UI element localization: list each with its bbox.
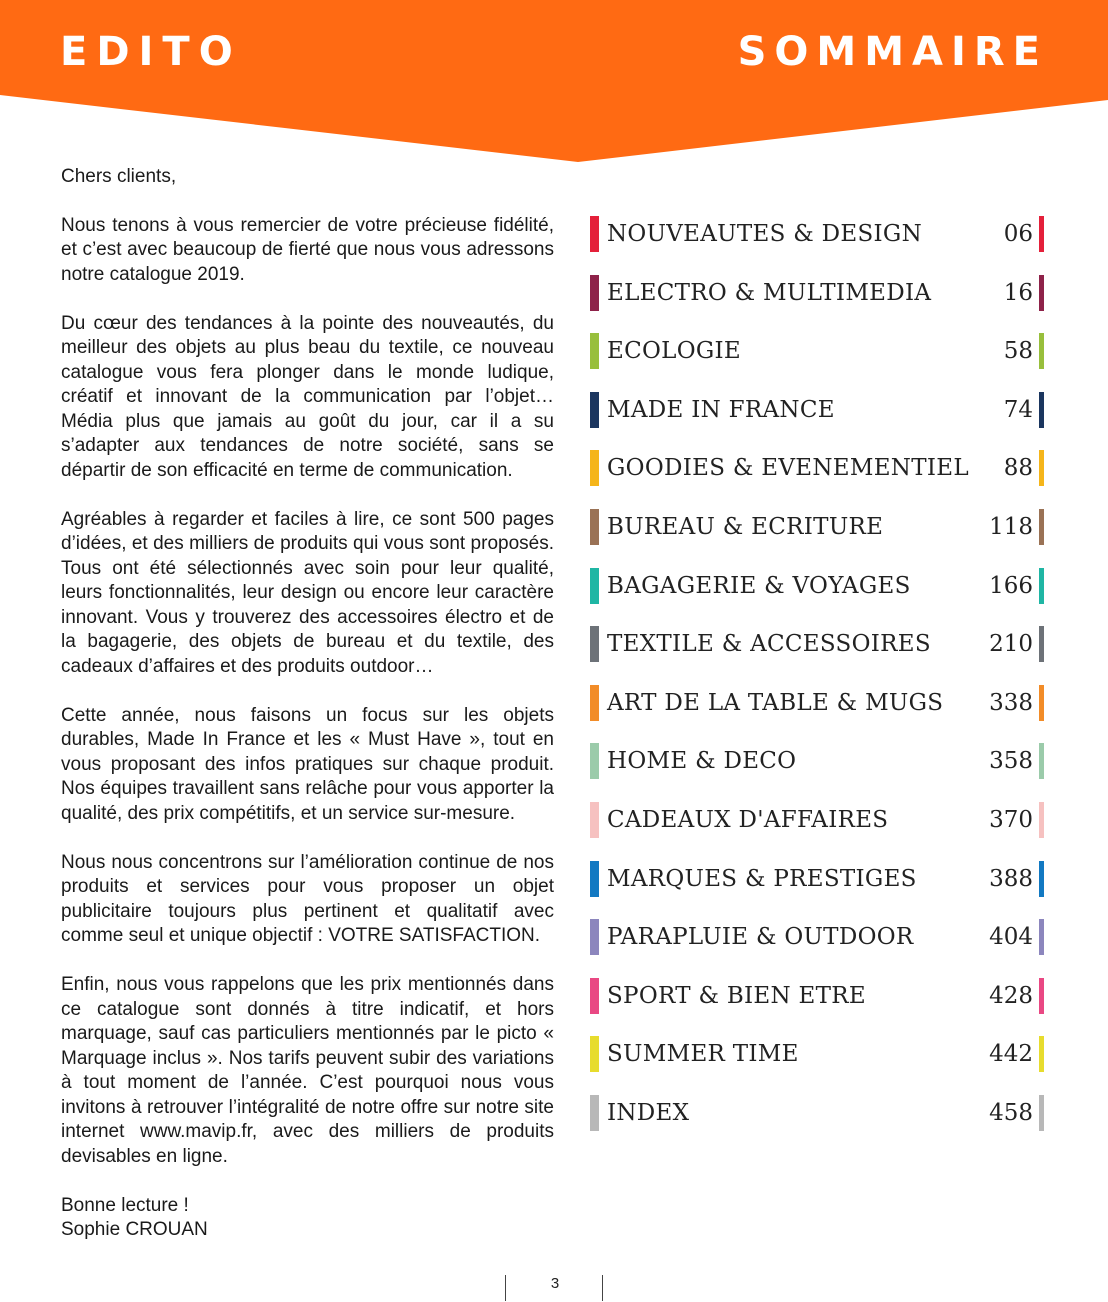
toc-item-bagagerie[interactable] <box>590 562 1044 621</box>
toc-item-parapluie[interactable] <box>590 913 1044 972</box>
edito-paragraph: Du cœur des tendances à la pointe des nouveautés, du meilleur des objets au plus beau du textile, ce nouveau catalogue vous fera plonger dans le monde ludique, créatif et innovant de la communication par l’objet… Média plus que jamais au goût du jour, car il a su s’adapter aux tendances de notre société, sans se départir de son efficacité en terme de communication. <box>61 312 554 481</box>
section-color-bar <box>590 509 599 545</box>
edito-text <box>61 165 554 1243</box>
section-color-bar <box>590 626 599 662</box>
section-color-bar-right <box>1039 743 1044 779</box>
edito-paragraph: Agréables à regarder et faciles à lire, ce sont 500 pages d’idées, et des milliers de produits qui vous sont proposés. Tous ont été sélectionnés avec soin pour leur qualité, leurs fonctionnalités, leur design ou encore leur caractère innovant. Vous y trouverez des accessoires électro et de la bagagerie, des objets de bureau et du textile, des cadeaux d’affaires et des produits outdoor… <box>61 508 554 677</box>
edito-paragraph: Enfin, nous vous rappelons que les prix mentionnés dans ce catalogue sont donnés à titre indicatif, et hors marquage, sauf cas particuliers mentionnés par le picto « Marquage inclus ». Nos tarifs peuvent subir des variations à tout moment de l’année. C’est pourquoi nous vous invitons à retrouver l’intégralité de notre offre sur notre site internet www.mavip.fr, avec des milliers de produits devisables en ligne. <box>61 974 554 1167</box>
section-color-bar-right <box>1039 802 1044 838</box>
section-color-bar <box>590 333 599 369</box>
toc-item-goodies[interactable] <box>590 444 1044 503</box>
page-footer <box>505 1272 605 1302</box>
section-color-bar <box>590 802 599 838</box>
toc-label: NOUVEAUTES & DESIGN <box>607 221 923 247</box>
edito-closing: Bonne lecture ! <box>61 1194 189 1216</box>
toc-page-number: 388 <box>989 865 1033 892</box>
section-color-bar-right <box>1039 450 1044 486</box>
toc-page-number: 370 <box>989 806 1033 833</box>
toc-item-art-de-la-table[interactable] <box>590 679 1044 738</box>
toc-page-number: 358 <box>989 748 1033 775</box>
toc-label: MADE IN FRANCE <box>607 396 835 423</box>
section-color-bar-right <box>1039 685 1044 721</box>
toc-item-summer-time[interactable] <box>590 1030 1044 1089</box>
toc-page-number: 88 <box>1003 455 1033 482</box>
section-color-bar <box>590 568 599 604</box>
toc-label: BAGAGERIE & VOYAGES <box>607 572 911 599</box>
toc-page-number: 58 <box>1003 338 1033 365</box>
toc-item-made-in-france[interactable] <box>590 386 1044 445</box>
toc-item-electro[interactable] <box>590 269 1044 328</box>
toc-label: HOME & DECO <box>607 748 797 775</box>
edito-signature: Sophie CROUAN <box>61 1219 208 1240</box>
section-color-bar-right <box>1039 1036 1044 1072</box>
toc-item-textile[interactable] <box>590 620 1044 679</box>
toc-label: SUMMER TIME <box>607 1041 799 1068</box>
toc-label: CADEAUX D'AFFAIRES <box>607 806 889 833</box>
section-color-bar <box>590 275 599 311</box>
section-color-bar-right <box>1039 919 1044 955</box>
table-of-contents <box>590 210 1044 1148</box>
toc-page-number: 210 <box>989 631 1033 658</box>
section-color-bar-right <box>1039 333 1044 369</box>
toc-label: BUREAU & ECRITURE <box>607 513 884 540</box>
section-color-bar-right <box>1039 1095 1044 1131</box>
toc-item-nouveautes[interactable] <box>590 210 1044 269</box>
edito-paragraph: Cette année, nous faisons un focus sur les objets durables, Made In France et les « Must Have », tout en vous proposant des infos pratiques sur chaque produit. Nos équipes travaillent sans relâche pour vous apporter la qualité, des prix compétitifs, et un service sur-mesure. <box>61 704 554 824</box>
section-color-bar-right <box>1039 392 1044 428</box>
section-color-bar-right <box>1039 978 1044 1014</box>
toc-page-number: 442 <box>989 1041 1033 1068</box>
toc-page-number: 404 <box>989 924 1033 951</box>
section-color-bar-right <box>1039 509 1044 545</box>
header-banner <box>0 0 1108 165</box>
edito-paragraph: Nous nous concentrons sur l’amélioration continue de nos produits et services pour vous proposer un objet publicitaire toujours plus pertinent et qualitatif avec comme seul et unique objectif : VOTRE SATISFACTION. <box>61 851 554 946</box>
toc-page-number: 06 <box>1003 221 1033 247</box>
section-color-bar-right <box>1039 861 1044 897</box>
section-color-bar <box>590 861 599 897</box>
toc-item-index[interactable] <box>590 1089 1044 1148</box>
toc-page-number: 118 <box>989 513 1033 540</box>
toc-item-cadeaux-affaires[interactable] <box>590 796 1044 855</box>
section-color-bar-right <box>1039 216 1044 252</box>
sommaire-title: SOMMAIRE <box>737 29 1048 75</box>
toc-item-ecologie[interactable] <box>590 327 1044 386</box>
toc-item-marques[interactable] <box>590 855 1044 914</box>
toc-item-bureau[interactable] <box>590 503 1044 562</box>
toc-label: MARQUES & PRESTIGES <box>607 865 917 892</box>
edito-paragraph: Nous tenons à vous remercier de votre précieuse fidélité, et c’est avec beaucoup de fierté que nous vous adressons notre catalogue 2019. <box>61 214 554 285</box>
toc-page-number: 74 <box>1003 396 1033 423</box>
toc-label: ECOLOGIE <box>607 338 742 365</box>
section-color-bar <box>590 1095 599 1131</box>
toc-label: PARAPLUIE & OUTDOOR <box>607 924 914 951</box>
toc-label: ELECTRO & MULTIMEDIA <box>607 279 932 306</box>
toc-page-number: 338 <box>989 689 1033 716</box>
section-color-bar <box>590 685 599 721</box>
section-color-bar <box>590 392 599 428</box>
edito-greeting: Chers clients, <box>61 166 177 187</box>
section-color-bar <box>590 1036 599 1072</box>
section-color-bar <box>590 450 599 486</box>
toc-item-home-deco[interactable] <box>590 737 1044 796</box>
section-color-bar <box>590 919 599 955</box>
footer-divider-right <box>602 1275 603 1301</box>
toc-page-number: 166 <box>989 572 1033 599</box>
toc-item-sport[interactable] <box>590 972 1044 1031</box>
toc-label: INDEX <box>607 1099 690 1126</box>
section-color-bar-right <box>1039 275 1044 311</box>
section-color-bar-right <box>1039 568 1044 604</box>
toc-page-number: 458 <box>989 1099 1033 1126</box>
section-color-bar <box>590 216 599 252</box>
section-color-bar-right <box>1039 626 1044 662</box>
section-color-bar <box>590 743 599 779</box>
toc-label: GOODIES & EVENEMENTIEL <box>607 455 969 482</box>
toc-label: SPORT & BIEN ETRE <box>607 982 866 1009</box>
section-color-bar <box>590 978 599 1014</box>
toc-page-number: 428 <box>989 982 1033 1009</box>
toc-page-number: 16 <box>1003 279 1033 306</box>
edito-title: EDITO <box>60 29 242 75</box>
toc-label: TEXTILE & ACCESSOIRES <box>607 631 931 658</box>
toc-label: ART DE LA TABLE & MUGS <box>607 689 944 716</box>
page-number: 3 <box>550 1275 560 1292</box>
